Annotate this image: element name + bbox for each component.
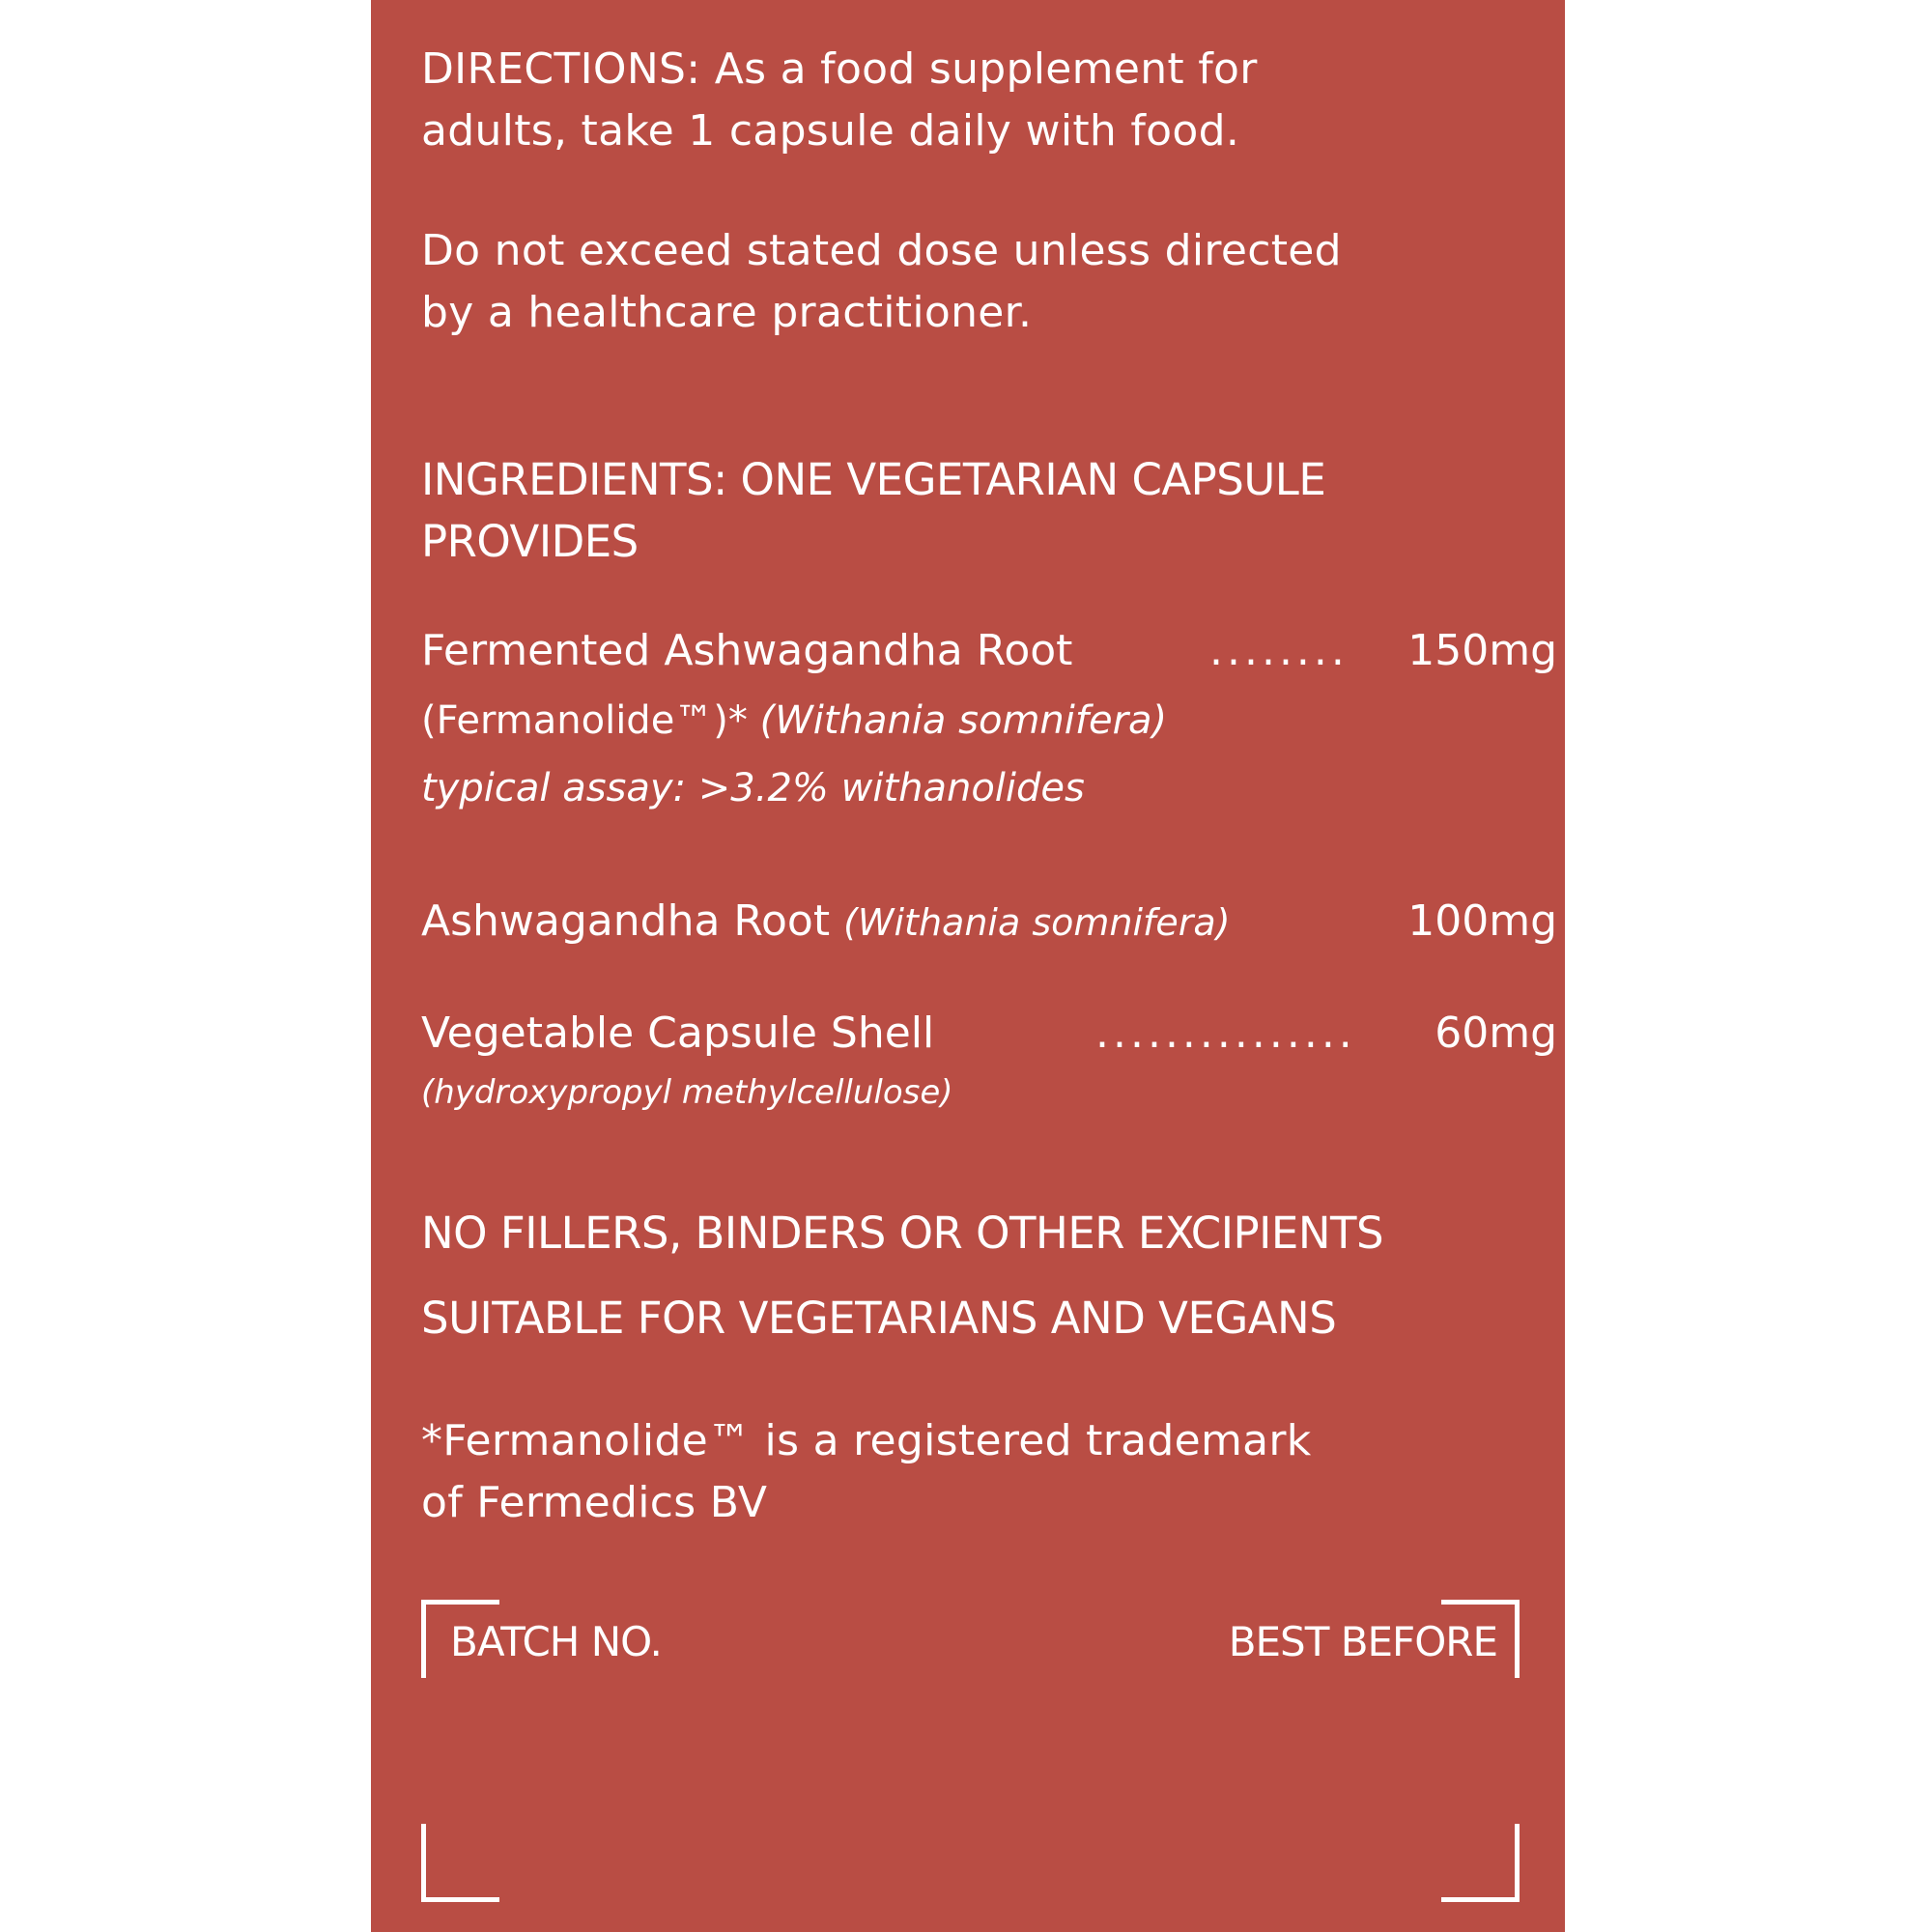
no-fillers-claim: NO FILLERS, BINDERS OR OTHER EXCIPIENTS <box>421 1208 1384 1259</box>
corner-mark-bottom-right <box>1441 1824 1520 1902</box>
trademark-name: (Fermanolide™)* <box>421 698 748 743</box>
leader-dots: ........ <box>1209 626 1349 675</box>
ingredient-amount: 60mg <box>1435 1009 1557 1058</box>
latin-name: (Withania somnifera) <box>759 698 1168 743</box>
ingredient-name: Vegetable Capsule Shell <box>421 1009 935 1058</box>
latin-name: (Withania somnifera) <box>843 901 1231 944</box>
warning-line-1: Do not exceed stated dose unless directed <box>421 226 1342 275</box>
directions-line-1: DIRECTIONS: As a food supplement for <box>421 44 1258 94</box>
ingredients-heading-line-2: PROVIDES <box>421 516 639 567</box>
ingredient-row-ashwagandha-root <box>421 891 1557 952</box>
ingredient-detail-shell: (hydroxypropyl methylcellulose) <box>421 1073 953 1112</box>
ingredient-row-capsule-shell <box>421 1003 1557 1065</box>
ingredients-heading-line-1: INGREDIENTS: ONE VEGETARIAN CAPSULE <box>421 454 1326 505</box>
batch-number-label: BATCH NO. <box>450 1618 662 1665</box>
ingredient-name-text: Ashwagandha Root <box>421 896 831 946</box>
vegan-claim: SUITABLE FOR VEGETARIANS AND VEGANS <box>421 1293 1337 1344</box>
warning-line-2: by a healthcare practitioner. <box>421 288 1033 337</box>
trademark-line-1: *Fermanolide™ is a registered trademark <box>421 1416 1312 1465</box>
leader-dots: ............... <box>1095 1009 1356 1058</box>
directions-text <box>421 39 1258 162</box>
ingredients-heading <box>421 449 1325 573</box>
directions-line-2: adults, take 1 capsule daily with food. <box>421 106 1240 156</box>
ingredient-detail-trademark <box>421 694 1167 748</box>
best-before-label: BEST BEFORE <box>1228 1618 1497 1665</box>
supplement-label-panel <box>371 0 1565 1932</box>
ingredient-amount: 150mg <box>1407 626 1557 675</box>
ingredient-detail-assay: typical assay: >3.2% withanolides <box>421 766 1085 810</box>
ingredient-name <box>421 891 1231 953</box>
ingredient-amount: 100mg <box>1407 896 1557 946</box>
trademark-notice <box>421 1410 1312 1534</box>
trademark-line-2: of Fermedics BV <box>421 1478 768 1527</box>
ingredient-row-fermented-ashwagandha <box>421 620 1557 682</box>
ingredient-name: Fermented Ashwagandha Root <box>421 626 1073 675</box>
corner-mark-bottom-left <box>421 1824 499 1902</box>
dose-warning-text <box>421 220 1342 344</box>
